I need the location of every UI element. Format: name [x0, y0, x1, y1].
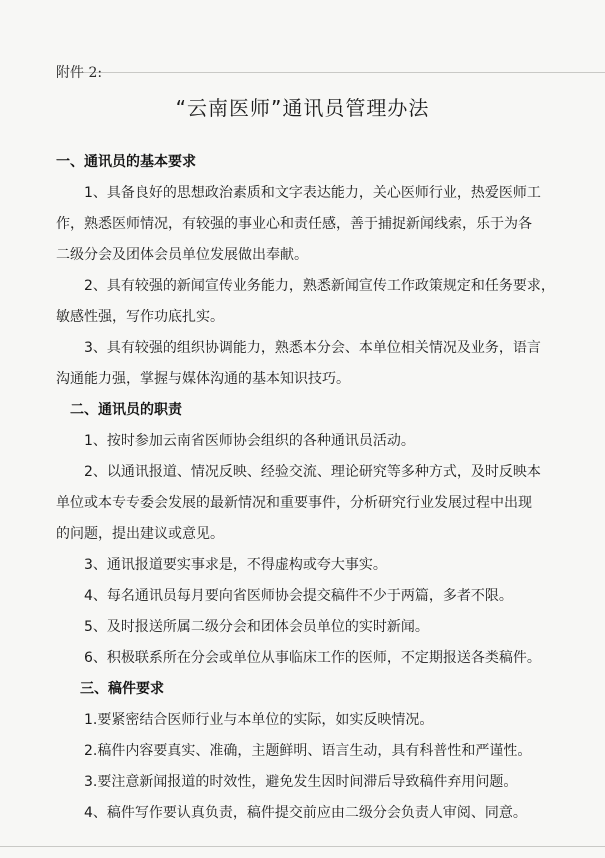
- paragraph-line: 3、通讯报道要实事求是，不得虚构或夸大事实。: [84, 557, 387, 573]
- paragraph-line: 2.稿件内容要真实、准确，主题鲜明、语言生动，具有科普性和严谨性。: [84, 743, 532, 759]
- paragraph-line: 的问题，提出建议或意见。: [56, 526, 224, 542]
- paragraph-line: 3、具有较强的组织协调能力，熟悉本分会、本单位相关情况及业务，语言: [84, 340, 541, 356]
- paragraph-line: 6、积极联系所在分会或单位从事临床工作的医师，不定期报送各类稿件。: [84, 650, 541, 666]
- paragraph-line: 沟通能力强，掌握与媒体沟通的基本知识技巧。: [56, 371, 350, 387]
- paragraph-line: 单位或本专专委会发展的最新情况和重要事件，分析研究行业发展过程中出现: [56, 495, 532, 511]
- attachment-label: 附件 2:: [56, 65, 103, 81]
- paragraph-line: 敏感性强，写作功底扎实。: [56, 309, 224, 325]
- paragraph-line: 二级分会及团体会员单位发展做出奉献。: [56, 247, 308, 263]
- section-heading-3: 三、稿件要求: [80, 681, 164, 697]
- section-heading-2: 二、通讯员的职责: [70, 402, 182, 418]
- paragraph-line: 作，熟悉医师情况，有较强的事业心和责任感，善于捕捉新闻线索，乐于为各: [56, 216, 532, 232]
- paragraph-line: 2、具有较强的新闻宣传业务能力，熟悉新闻宣传工作政策规定和任务要求，: [84, 278, 555, 294]
- paragraph-line: 2、以通讯报道、情况反映、经验交流、理论研究等多种方式，及时反映本: [84, 464, 541, 480]
- paragraph-line: 4、稿件写作要认真负责，稿件提交前应由二级分会负责人审阅、同意。: [84, 805, 527, 821]
- paragraph-line: 1.要紧密结合医师行业与本单位的实际，如实反映情况。: [84, 712, 434, 728]
- paragraph-line: 5、及时报送所属二级分会和团体会员单位的实时新闻。: [84, 619, 429, 635]
- paragraph-line: 3.要注意新闻报道的时效性，避免发生因时间滞后导致稿件弃用问题。: [84, 774, 518, 790]
- paragraph-line: 4、每名通讯员每月要向省医师协会提交稿件不少于两篇，多者不限。: [84, 588, 513, 604]
- paragraph-line: 1、按时参加云南省医师协会组织的各种通讯员活动。: [84, 433, 415, 449]
- section-heading-1: 一、通讯员的基本要求: [56, 154, 196, 170]
- bottom-rule: [0, 846, 605, 847]
- document-title: “云南医师”通讯员管理办法: [175, 96, 430, 120]
- top-rule: [70, 72, 605, 73]
- paragraph-line: 1、具备良好的思想政治素质和文字表达能力，关心医师行业，热爱医师工: [84, 185, 541, 201]
